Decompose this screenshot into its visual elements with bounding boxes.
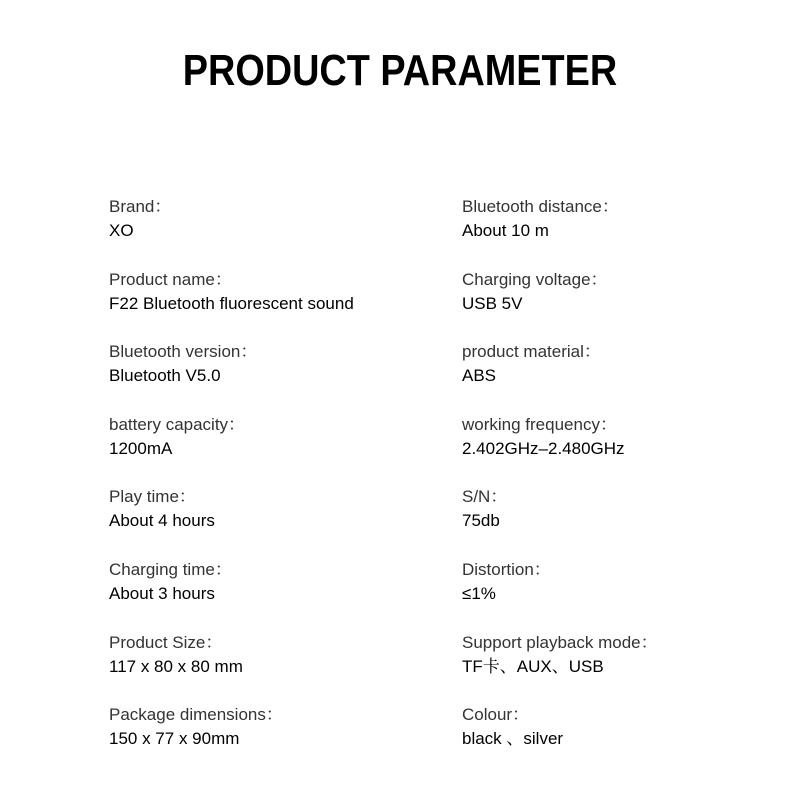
param-label: battery capacity：	[109, 414, 246, 434]
param-label: Product Size：	[109, 632, 223, 652]
param-label: Colour：	[462, 705, 530, 725]
param-label: Bluetooth distance：	[462, 197, 619, 216]
param-label: Distortion：	[462, 559, 551, 579]
param-value: black 、silver	[462, 729, 564, 749]
param-label: S/N：	[462, 487, 508, 507]
param-bluetooth-distance	[462, 196, 792, 269]
param-label: Charging time：	[109, 559, 232, 579]
param-label: Bluetooth version：	[109, 342, 258, 362]
param-product-material	[462, 341, 792, 414]
page-title: PRODUCT PARAMETER	[182, 46, 618, 95]
param-label: Play time：	[109, 487, 196, 507]
param-value: About 10 m	[462, 221, 549, 240]
param-label: Support playback mode：	[462, 632, 658, 652]
param-value: ABS	[462, 366, 497, 386]
param-label: product material：	[462, 342, 601, 362]
param-distortion	[462, 559, 792, 632]
param-value: USB 5V	[462, 293, 523, 313]
param-bluetooth-version	[109, 341, 439, 414]
param-value: About 4 hours	[109, 511, 215, 531]
param-play-time	[109, 486, 439, 559]
param-product-size	[109, 632, 439, 705]
param-value: F22 Bluetooth fluorescent sound	[109, 293, 354, 313]
right-parameter-column	[462, 196, 792, 777]
param-value: About 3 hours	[109, 583, 215, 603]
param-label: Brand：	[109, 197, 172, 216]
param-label: working frequency：	[462, 414, 617, 434]
param-battery-capacity	[109, 414, 439, 487]
param-brand	[109, 196, 439, 269]
param-value: 1200mA	[109, 438, 173, 458]
param-product-name	[109, 269, 439, 342]
param-value: 150 x 77 x 90mm	[109, 729, 240, 749]
param-working-frequency	[462, 414, 792, 487]
param-label: Package dimensions：	[109, 705, 283, 725]
param-label: Charging voltage：	[462, 269, 608, 289]
param-value: TF卡、AUX、USB	[462, 656, 604, 676]
param-value: XO	[109, 221, 134, 240]
left-parameter-column	[109, 196, 439, 777]
param-value: ≤1%	[462, 583, 496, 603]
param-value: Bluetooth V5.0	[109, 366, 221, 386]
param-colour	[462, 704, 792, 777]
param-charging-time	[109, 559, 439, 632]
param-value: 75db	[462, 511, 500, 531]
param-package-dimensions	[109, 704, 439, 777]
param-charging-voltage	[462, 269, 792, 342]
param-signal-noise	[462, 486, 792, 559]
param-value: 2.402GHz–2.480GHz	[462, 438, 625, 458]
param-value: 117 x 80 x 80 mm	[109, 656, 243, 676]
param-label: Product name：	[109, 269, 232, 289]
param-playback-mode	[462, 632, 792, 705]
